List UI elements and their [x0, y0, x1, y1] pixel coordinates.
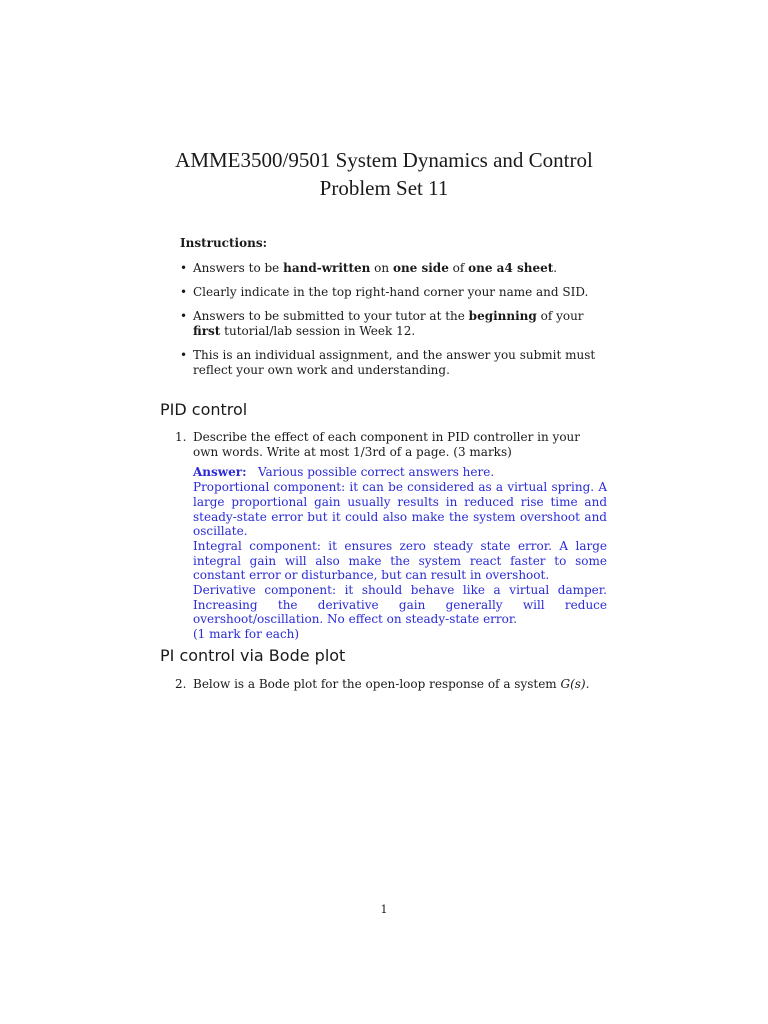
answer-block	[193, 465, 607, 641]
title-line-1: AMME3500/9501 System Dynamics and Control	[175, 148, 593, 172]
instruction-text: on	[370, 261, 393, 275]
instruction-text: This is an individual assignment, and the answer you submit must reflect your own work and understanding.	[193, 348, 596, 377]
answer-integral: Integral component: it ensures zero steady state error. A large integral gain will also make the system react faster to some constant error or disturbance, but can result in overshoot.	[193, 538, 607, 583]
section-heading-pid: PID control	[160, 400, 248, 419]
answer-intro: Various possible correct answers here.	[257, 465, 495, 480]
instruction-text: of your	[536, 309, 584, 323]
question-text-part: Below is a Bode plot for the open-loop response of a system	[193, 677, 561, 691]
answer-intro-line	[193, 465, 607, 480]
instruction-bold: one side	[392, 261, 449, 275]
instruction-bold: beginning	[468, 309, 537, 323]
document-title	[0, 146, 768, 202]
instruction-text: of	[448, 261, 469, 275]
section-heading-pi-bode: PI control via Bode plot	[160, 646, 346, 665]
instruction-bold: first	[193, 324, 221, 338]
instruction-text: Answers to be submitted to your tutor at the	[193, 309, 469, 323]
question-number: 1.	[175, 430, 187, 444]
question-number: 2.	[175, 677, 187, 691]
question-1	[175, 430, 607, 642]
bullet-icon: •	[180, 285, 188, 299]
instructions-block	[180, 236, 610, 387]
page-number: 1	[380, 903, 388, 916]
question-text	[193, 677, 607, 692]
instruction-item	[180, 285, 610, 300]
title-line-2: Problem Set 11	[319, 176, 449, 200]
instruction-text: .	[553, 261, 558, 275]
math-expression: G(s)	[560, 677, 586, 691]
answer-derivative: Derivative component: it should behave like a virtual damper. Increasing the derivative gain generally will reduce overshoot/oscillation. No effect on steady-state error.	[193, 583, 607, 627]
question-text-part: .	[585, 677, 590, 691]
instruction-item	[180, 261, 610, 276]
instruction-text: Clearly indicate in the top right-hand corner your name and SID.	[193, 285, 589, 299]
instruction-item	[180, 309, 610, 339]
answer-marks: (1 mark for each)	[193, 627, 300, 642]
bullet-icon: •	[180, 261, 188, 275]
answer-label: Answer:	[193, 465, 247, 480]
question-2	[175, 677, 607, 692]
instruction-text: Answers to be	[193, 261, 284, 275]
instruction-item	[180, 348, 610, 378]
bullet-icon: •	[180, 309, 188, 323]
question-text: Describe the effect of each component in PID controller in your own words. Write at most 1/3rd of a page. (3 marks)	[193, 430, 581, 459]
instructions-heading: Instructions:	[180, 236, 268, 250]
answer-proportional: Proportional component: it can be considered as a virtual spring. A large proportional gain usually results in reduced rise time and steady-state error but it could also make the system overshoot and oscillate.	[193, 480, 607, 539]
instruction-bold: one a4 sheet	[468, 261, 554, 275]
bullet-icon: •	[180, 348, 188, 362]
instruction-text: tutorial/lab session in Week 12.	[220, 324, 416, 338]
instruction-bold: hand-written	[283, 261, 371, 275]
